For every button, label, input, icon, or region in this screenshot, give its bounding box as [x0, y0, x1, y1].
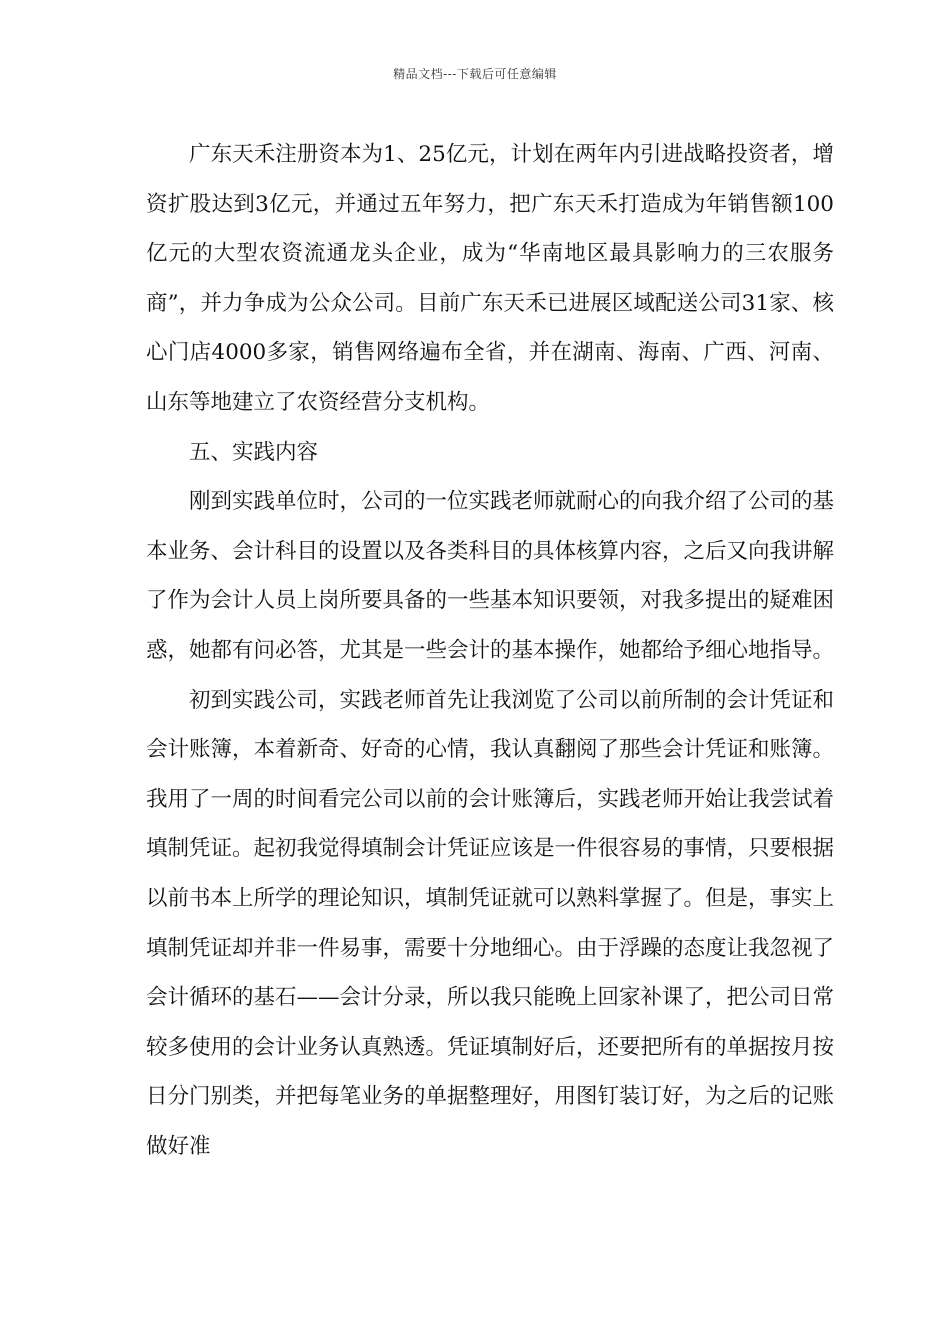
- paragraph-vouchers: 初到实践公司，实践老师首先让我浏览了公司以前所制的会计凭证和会计账簿，本着新奇、好奇的心情，我认真翻阅了那些会计凭证和账簿。我用了一周的时间看完公司以前的会计账簿后，实践老师开始让我尝试着填制凭证。起初我觉得填制会计凭证应该是一件很容易的事情，只要根据以前书本上所学的理论知识，填制凭证就可以熟料掌握了。但是，事实上填制凭证却并非一件易事，需要十分地细心。由于浮躁的态度让我忽视了会计循环的基石——会计分录，所以我只能晚上回家补课了，把公司日常较多使用的会计业务认真熟透。凭证填制好后，还要把所有的单据按月按日分门别类，并把每笔业务的单据整理好，用图钉装订好，为之后的记账做好准: [146, 687, 835, 1159]
- document-body: [146, 130, 834, 1171]
- paragraph-company-profile: 广东天禾注册资本为1、25亿元，计划在两年内引进战略投资者，增资扩股达到3亿元，并通过五年努力，把广东天禾打造成为年销售额100亿元的大型农资流通龙头企业，成为“华南地区最具影响力的三农服务商”，并力争成为公众公司。目前广东天禾已进展区域配送公司31家、核心门店4000多家，销售网络遍布全省，并在湖南、海南、广西、河南、山东等地建立了农资经营分支机构。: [146, 142, 834, 415]
- paragraph-first-days: 刚到实践单位时，公司的一位实践老师就耐心的向我介绍了公司的基本业务、会计科目的设置以及各类科目的具体核算内容，之后又向我讲解了作为会计人员上岗所要具备的一些基本知识要领，对我多提出的疑难困惑，她都有问必答，尤其是一些会计的基本操作，她都给予细心地指导。: [146, 489, 835, 663]
- section-heading-practice-content: 五、实践内容: [189, 439, 319, 465]
- page-header: 精品文档---下载后可任意编辑: [393, 67, 557, 81]
